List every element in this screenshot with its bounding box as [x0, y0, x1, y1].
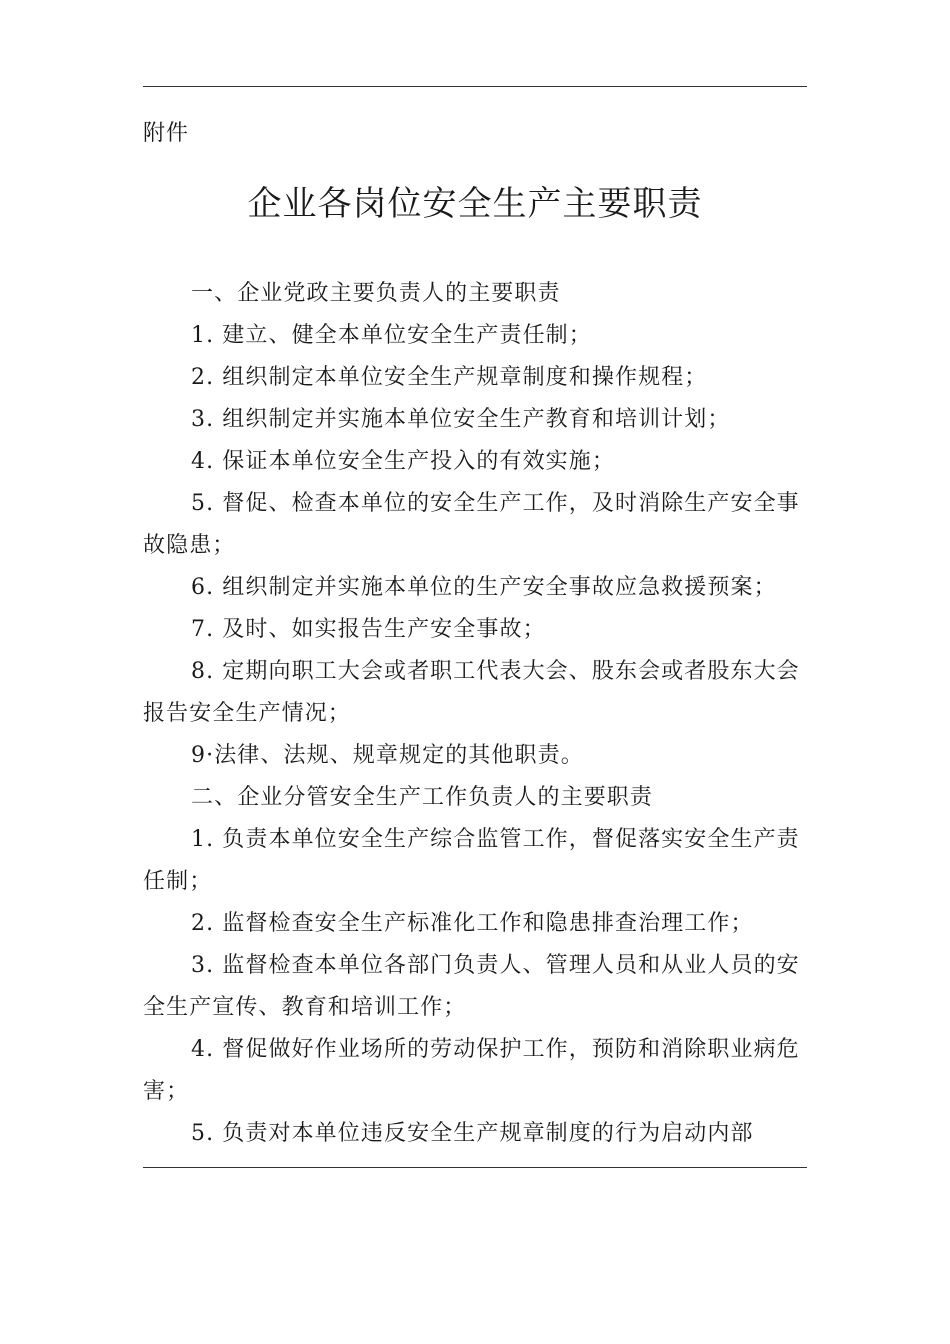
list-item: 5. 督促、检查本单位的安全生产工作，及时消除生产安全事故隐患；	[143, 491, 800, 558]
list-item: 5. 负责对本单位违反安全生产规章制度的行为启动内部	[191, 1121, 754, 1146]
section-heading: 一、企业党政主要负责人的主要职责	[191, 281, 561, 306]
bottom-divider	[143, 1167, 807, 1168]
document-body	[143, 273, 819, 1155]
list-item: 2. 组织制定本单位安全生产规章制度和操作规程；	[191, 365, 708, 390]
list-item: 1. 负责本单位安全生产综合监管工作，督促落实安全生产责任制；	[143, 827, 800, 894]
list-item: 4. 保证本单位安全生产投入的有效实施；	[191, 449, 615, 474]
list-item: 4. 督促做好作业场所的劳动保护工作，预防和消除职业病危害；	[143, 1037, 800, 1104]
list-item: 2. 监督检查安全生产标准化工作和隐患排查治理工作；	[191, 911, 754, 936]
attachment-label: 附件	[143, 121, 190, 146]
list-item: 6. 组织制定并实施本单位的生产安全事故应急救援预案；	[191, 575, 777, 600]
list-item: 3. 监督检查本单位各部门负责人、管理人员和从业人员的安全生产宣传、教育和培训工作；	[143, 953, 800, 1020]
document-title: 企业各岗位安全生产主要职责	[247, 184, 703, 224]
top-divider	[143, 86, 807, 87]
list-item: 7. 及时、如实报告生产安全事故；	[191, 617, 546, 642]
list-item: 8. 定期向职工大会或者职工代表大会、股东会或者股东大会报告安全生产情况；	[143, 659, 800, 726]
list-item: 1. 建立、健全本单位安全生产责任制；	[191, 323, 592, 348]
list-item: 3. 组织制定并实施本单位安全生产教育和培训计划；	[191, 407, 731, 432]
section-heading: 二、企业分管安全生产工作负责人的主要职责	[191, 785, 654, 810]
list-item: 9·法律、法规、规章规定的其他职责。	[191, 743, 584, 768]
